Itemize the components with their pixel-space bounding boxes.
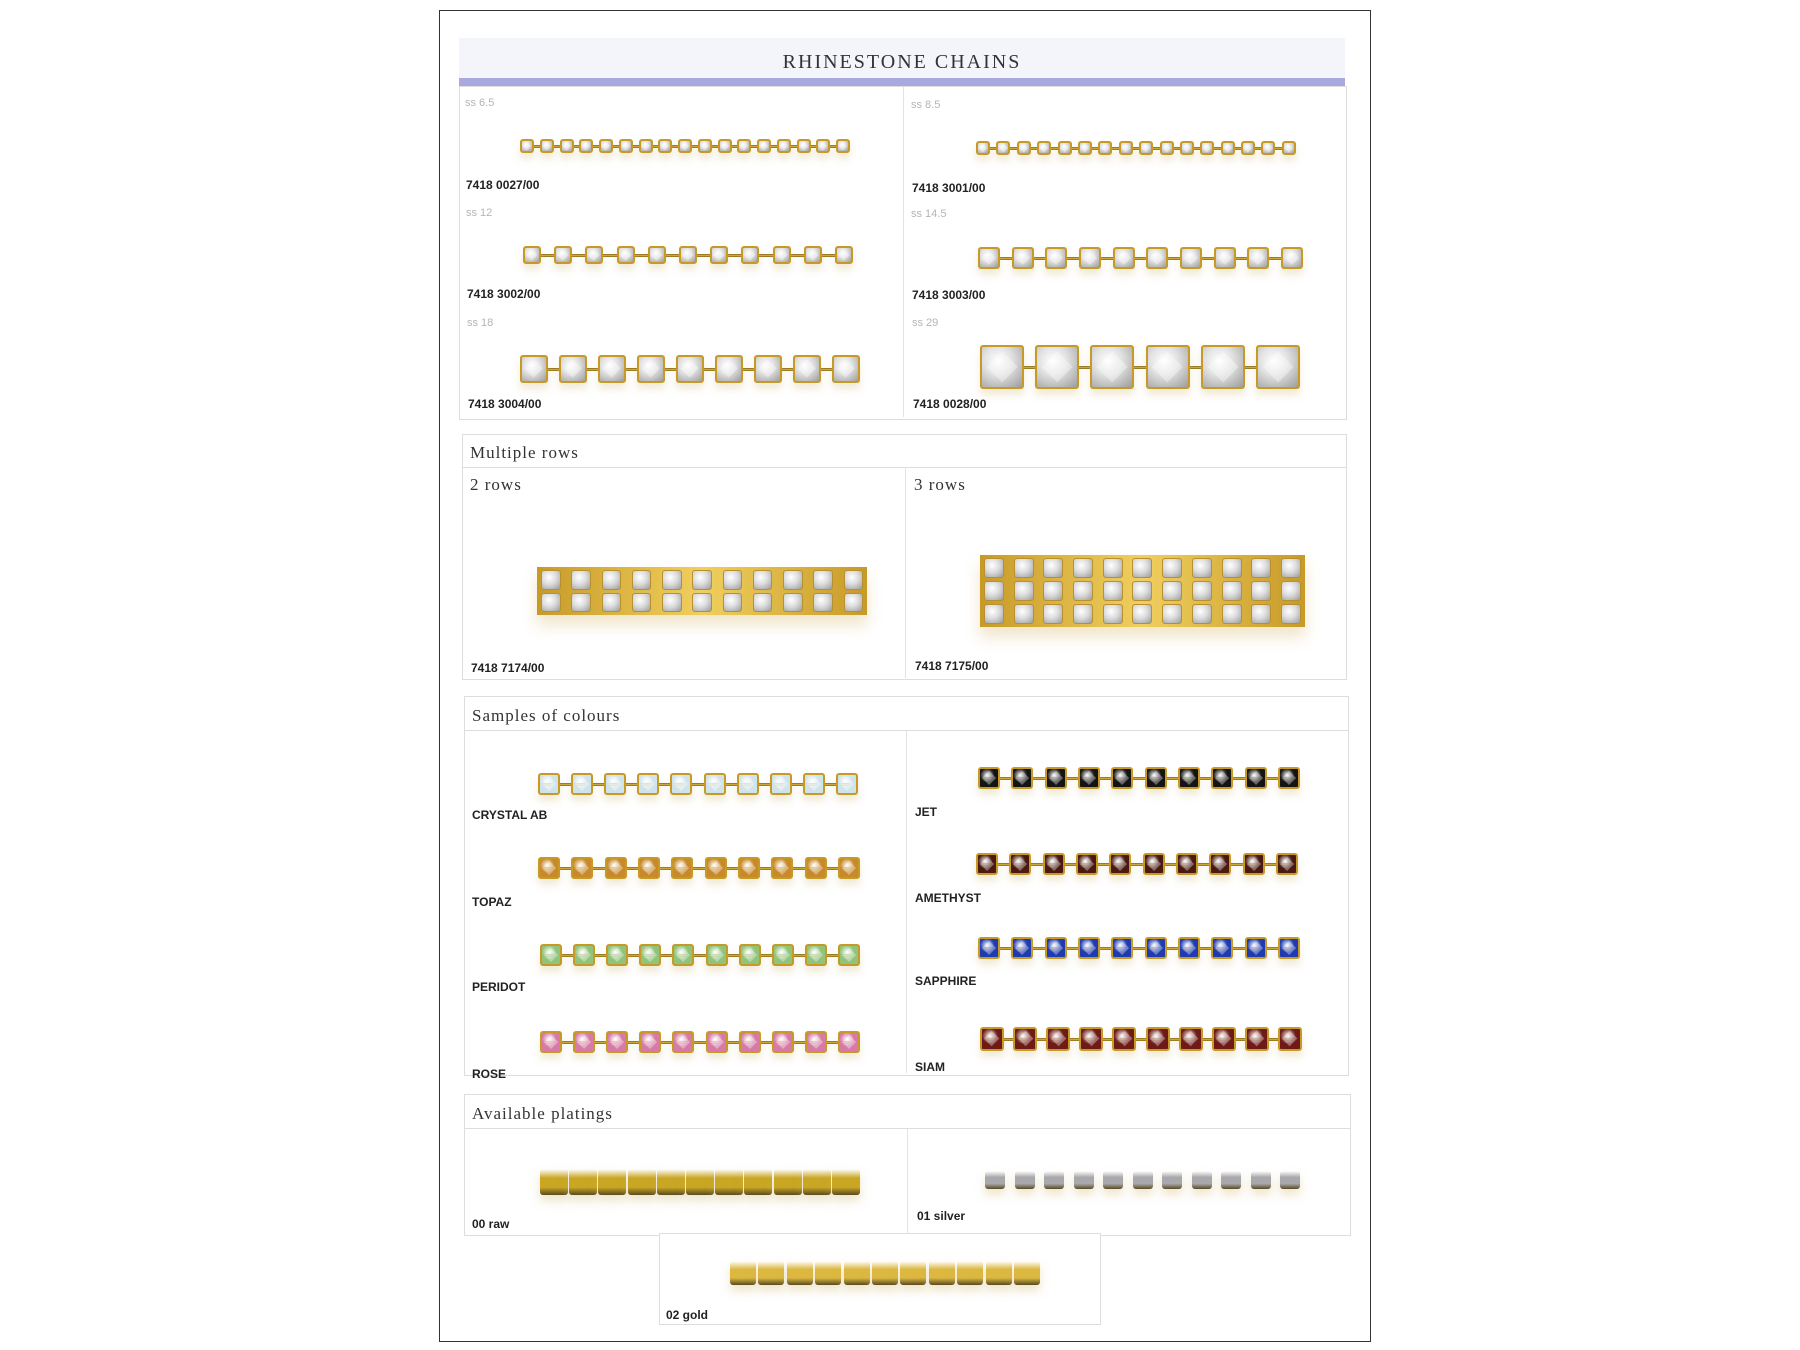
plating-cup bbox=[744, 1169, 772, 1195]
product-code: 7418 3003/00 bbox=[912, 288, 986, 302]
rhinestone bbox=[672, 1031, 694, 1053]
rhinestone bbox=[1146, 247, 1168, 269]
plating-cup bbox=[730, 1261, 756, 1285]
colour-name: AMETHYST bbox=[915, 891, 981, 905]
rhinestone bbox=[1209, 853, 1231, 875]
rhinestone bbox=[754, 355, 782, 383]
three-row-chain bbox=[980, 555, 1305, 627]
rhinestone bbox=[838, 857, 860, 879]
rhinestone bbox=[1078, 937, 1100, 959]
plating-cup bbox=[787, 1261, 813, 1285]
rhinestone bbox=[585, 246, 603, 264]
chain-strand-ss8-5 bbox=[976, 141, 1296, 155]
plating-cup bbox=[832, 1169, 860, 1195]
rhinestone bbox=[606, 1031, 628, 1053]
rhinestone bbox=[1281, 247, 1303, 269]
stone-row bbox=[984, 558, 1301, 578]
rhinestone bbox=[1180, 247, 1202, 269]
rhinestone bbox=[816, 139, 830, 153]
rhinestone bbox=[835, 246, 853, 264]
rhinestone bbox=[554, 246, 572, 264]
rhinestone bbox=[1139, 141, 1153, 155]
rhinestone bbox=[1251, 558, 1271, 578]
colours-divider bbox=[906, 731, 907, 1073]
rhinestone bbox=[1014, 558, 1034, 578]
colour-strand-jet bbox=[978, 767, 1300, 789]
rhinestone bbox=[1179, 1027, 1203, 1051]
rhinestone bbox=[571, 593, 591, 613]
rhinestone bbox=[772, 1031, 794, 1053]
chain-strand-ss14-5 bbox=[978, 247, 1303, 269]
rhinestone bbox=[1261, 141, 1275, 155]
rhinestone bbox=[1098, 141, 1112, 155]
rhinestone bbox=[773, 246, 791, 264]
rhinestone bbox=[805, 1031, 827, 1053]
colour-strand-amethyst bbox=[976, 853, 1298, 875]
stone-row bbox=[541, 593, 863, 613]
title-rule bbox=[459, 78, 1345, 86]
rhinestone bbox=[813, 593, 833, 613]
rhinestone bbox=[772, 944, 794, 966]
rhinestone bbox=[1192, 604, 1212, 624]
plating-cup bbox=[1192, 1171, 1212, 1189]
rhinestone bbox=[1162, 581, 1182, 601]
rhinestone bbox=[1222, 581, 1242, 601]
rhinestone bbox=[783, 593, 803, 613]
rhinestone bbox=[579, 139, 593, 153]
rhinestone bbox=[1009, 853, 1031, 875]
plating-cup bbox=[774, 1169, 802, 1195]
rhinestone bbox=[984, 558, 1004, 578]
rhinestone bbox=[662, 570, 682, 590]
rhinestone bbox=[1176, 853, 1198, 875]
plating-cup bbox=[872, 1261, 898, 1285]
platings-divider bbox=[907, 1129, 908, 1233]
rhinestone bbox=[602, 570, 622, 590]
plating-cup bbox=[1014, 1261, 1040, 1285]
rhinestone bbox=[1178, 937, 1200, 959]
colour-name: SIAM bbox=[915, 1060, 945, 1074]
rhinestone bbox=[836, 773, 858, 795]
rhinestone bbox=[1073, 558, 1093, 578]
rhinestone bbox=[1212, 1027, 1236, 1051]
rhinestone bbox=[540, 944, 562, 966]
rhinestone bbox=[1014, 604, 1034, 624]
rhinestone bbox=[639, 944, 661, 966]
rhinestone bbox=[573, 944, 595, 966]
rhinestone bbox=[1241, 141, 1255, 155]
rhinestone bbox=[836, 139, 850, 153]
plating-cup bbox=[1044, 1171, 1064, 1189]
rhinestone bbox=[1281, 604, 1301, 624]
rhinestone bbox=[632, 570, 652, 590]
rhinestone bbox=[1111, 937, 1133, 959]
chain-strand-ss18 bbox=[520, 355, 860, 383]
rhinestone bbox=[1035, 345, 1079, 389]
three-rows-label: 3 rows bbox=[914, 475, 966, 494]
rhinestone bbox=[770, 773, 792, 795]
rhinestone bbox=[571, 570, 591, 590]
silver-plating-strand bbox=[985, 1171, 1300, 1189]
rhinestone bbox=[737, 773, 759, 795]
rhinestone bbox=[1211, 937, 1233, 959]
rhinestone bbox=[520, 139, 534, 153]
plating-cup bbox=[715, 1169, 743, 1195]
rhinestone bbox=[698, 139, 712, 153]
rhinestone bbox=[1145, 767, 1167, 789]
colour-name: SAPPHIRE bbox=[915, 974, 977, 988]
rhinestone bbox=[741, 246, 759, 264]
colour-name: CRYSTAL AB bbox=[472, 808, 548, 822]
product-code: 7418 7174/00 bbox=[471, 661, 545, 675]
plating-name: 02 gold bbox=[666, 1308, 709, 1322]
rhinestone bbox=[1046, 1027, 1070, 1051]
two-rows-label: 2 rows bbox=[470, 475, 522, 494]
rhinestone bbox=[803, 773, 825, 795]
plating-cup bbox=[758, 1261, 784, 1285]
rhinestone bbox=[678, 139, 692, 153]
rhinestone bbox=[1146, 345, 1190, 389]
plating-cup bbox=[1162, 1171, 1182, 1189]
rhinestone bbox=[540, 139, 554, 153]
plating-name: 00 raw bbox=[472, 1217, 510, 1231]
size-label: ss 6.5 bbox=[465, 97, 495, 109]
rhinestone bbox=[978, 767, 1000, 789]
rhinestone bbox=[1243, 853, 1265, 875]
rhinestone bbox=[676, 355, 704, 383]
rhinestone bbox=[599, 139, 613, 153]
rhinestone bbox=[1132, 558, 1152, 578]
rhinestone bbox=[996, 141, 1010, 155]
rhinestone bbox=[1111, 767, 1133, 789]
rhinestone bbox=[978, 247, 1000, 269]
rhinestone bbox=[1145, 937, 1167, 959]
rhinestone bbox=[1162, 558, 1182, 578]
rhinestone bbox=[639, 139, 653, 153]
rhinestone bbox=[1251, 581, 1271, 601]
rhinestone bbox=[1119, 141, 1133, 155]
plating-cup bbox=[900, 1261, 926, 1285]
rhinestone bbox=[753, 593, 773, 613]
rhinestone bbox=[704, 773, 726, 795]
rhinestone bbox=[1160, 141, 1174, 155]
rhinestone bbox=[1146, 1027, 1170, 1051]
size-label: ss 12 bbox=[466, 207, 493, 219]
plating-cup bbox=[686, 1169, 714, 1195]
rhinestone bbox=[523, 246, 541, 264]
rhinestone bbox=[1278, 1027, 1302, 1051]
rhinestone bbox=[520, 355, 548, 383]
rhinestone bbox=[1200, 141, 1214, 155]
plating-cup bbox=[1280, 1171, 1300, 1189]
rhinestone bbox=[1073, 604, 1093, 624]
rhinestone bbox=[538, 857, 560, 879]
rhinestone bbox=[1078, 767, 1100, 789]
rhinestone bbox=[1113, 247, 1135, 269]
rhinestone bbox=[658, 139, 672, 153]
rhinestone bbox=[602, 593, 622, 613]
plating-cup bbox=[1074, 1171, 1094, 1189]
stone-row bbox=[541, 570, 863, 590]
two-row-chain bbox=[537, 567, 867, 615]
catalog-sheet bbox=[439, 10, 1371, 1342]
rhinestone bbox=[1180, 141, 1194, 155]
rhinestone bbox=[648, 246, 666, 264]
rhinestone bbox=[560, 139, 574, 153]
rhinestone bbox=[679, 246, 697, 264]
chain-strand-ss6-5 bbox=[520, 139, 850, 153]
rhinestone bbox=[571, 857, 593, 879]
rhinestone bbox=[1256, 345, 1300, 389]
rhinestone bbox=[1251, 604, 1271, 624]
rhinestone bbox=[1245, 767, 1267, 789]
stone-row bbox=[984, 581, 1301, 601]
rhinestone bbox=[1103, 604, 1123, 624]
plating-cup bbox=[1133, 1171, 1153, 1189]
rhinestone bbox=[1011, 937, 1033, 959]
rhinestone bbox=[739, 944, 761, 966]
rhinestone bbox=[1143, 853, 1165, 875]
rhinestone bbox=[639, 1031, 661, 1053]
rhinestone bbox=[980, 345, 1024, 389]
gold-plating-strand bbox=[730, 1261, 1040, 1285]
rhinestone bbox=[1281, 558, 1301, 578]
rhinestone bbox=[1221, 141, 1235, 155]
colour-name: ROSE bbox=[472, 1067, 507, 1081]
rhinestone bbox=[670, 773, 692, 795]
rhinestone bbox=[976, 853, 998, 875]
rhinestone bbox=[638, 857, 660, 879]
rhinestone bbox=[671, 857, 693, 879]
size-label: ss 8.5 bbox=[911, 99, 941, 111]
plating-cup bbox=[986, 1261, 1012, 1285]
rhinestone bbox=[715, 355, 743, 383]
raw-plating-strand bbox=[540, 1169, 860, 1195]
rhinestone bbox=[1043, 853, 1065, 875]
rhinestone bbox=[541, 593, 561, 613]
stone-row bbox=[984, 604, 1301, 624]
rhinestone bbox=[771, 857, 793, 879]
colour-strand-topaz bbox=[538, 857, 860, 879]
rhinestone bbox=[538, 773, 560, 795]
colour-strand-crystal-ab bbox=[538, 773, 858, 795]
rhinestone bbox=[723, 593, 743, 613]
product-code: 7418 3001/00 bbox=[912, 181, 986, 195]
rhinestone bbox=[738, 857, 760, 879]
rhinestone bbox=[783, 570, 803, 590]
product-code: 7418 7175/00 bbox=[915, 659, 989, 673]
rhinestone bbox=[1073, 581, 1093, 601]
size-label: ss 18 bbox=[467, 317, 494, 329]
rhinestone bbox=[1090, 345, 1134, 389]
rhinestone bbox=[793, 355, 821, 383]
rhinestone bbox=[797, 139, 811, 153]
rhinestone bbox=[1112, 1027, 1136, 1051]
colour-name: JET bbox=[915, 805, 938, 819]
rhinestone bbox=[1201, 345, 1245, 389]
rhinestone bbox=[1078, 141, 1092, 155]
plating-cup bbox=[957, 1261, 983, 1285]
rhinestone bbox=[1045, 937, 1067, 959]
rhinestone bbox=[976, 141, 990, 155]
rhinestone bbox=[805, 944, 827, 966]
rhinestone bbox=[1037, 141, 1051, 155]
platings-heading: Available platings bbox=[472, 1104, 613, 1123]
plating-cup bbox=[803, 1169, 831, 1195]
multiple-rows-heading: Multiple rows bbox=[470, 443, 579, 462]
rhinestone bbox=[1222, 558, 1242, 578]
size-label: ss 14.5 bbox=[911, 208, 947, 220]
rhinestone bbox=[1278, 937, 1300, 959]
colour-strand-siam bbox=[980, 1027, 1302, 1051]
rhinestone bbox=[559, 355, 587, 383]
rhinestone bbox=[1076, 853, 1098, 875]
product-code: 7418 0027/00 bbox=[466, 178, 540, 192]
rhinestone bbox=[573, 1031, 595, 1053]
rhinestone bbox=[540, 1031, 562, 1053]
plating-cup bbox=[657, 1169, 685, 1195]
rhinestone bbox=[1214, 247, 1236, 269]
rhinestone bbox=[1043, 581, 1063, 601]
product-code: 7418 0028/00 bbox=[913, 397, 987, 411]
chain-strand-ss12 bbox=[523, 246, 853, 264]
colour-name: TOPAZ bbox=[472, 895, 512, 909]
plating-name: 01 silver bbox=[917, 1209, 966, 1223]
size-label: ss 29 bbox=[912, 317, 939, 329]
rhinestone bbox=[723, 570, 743, 590]
rhinestone bbox=[777, 139, 791, 153]
product-code: 7418 3002/00 bbox=[467, 287, 541, 301]
rhinestone bbox=[1211, 767, 1233, 789]
rhinestone bbox=[838, 1031, 860, 1053]
rhinestone bbox=[1192, 558, 1212, 578]
rhinestone bbox=[605, 857, 627, 879]
rhinestone bbox=[710, 246, 728, 264]
multiple-rows-divider bbox=[905, 468, 906, 678]
rhinestone bbox=[706, 944, 728, 966]
rhinestone bbox=[984, 604, 1004, 624]
rhinestone bbox=[632, 593, 652, 613]
rhinestone bbox=[1045, 767, 1067, 789]
plating-cup bbox=[1251, 1171, 1271, 1189]
rhinestone bbox=[978, 937, 1000, 959]
rhinestone bbox=[606, 944, 628, 966]
colour-strand-peridot bbox=[540, 944, 860, 966]
rhinestone bbox=[844, 570, 864, 590]
rhinestone bbox=[662, 593, 682, 613]
rhinestone bbox=[617, 246, 635, 264]
rhinestone bbox=[737, 139, 751, 153]
rhinestone bbox=[1011, 767, 1033, 789]
colour-strand-rose bbox=[540, 1031, 860, 1053]
rhinestone bbox=[718, 139, 732, 153]
colours-panel bbox=[464, 696, 1349, 1076]
rhinestone bbox=[753, 570, 773, 590]
plating-cup bbox=[1015, 1171, 1035, 1189]
rhinestone bbox=[604, 773, 626, 795]
rhinestone bbox=[1278, 767, 1300, 789]
rhinestone bbox=[637, 773, 659, 795]
rhinestone bbox=[637, 355, 665, 383]
rhinestone bbox=[844, 593, 864, 613]
rhinestone bbox=[1282, 141, 1296, 155]
rhinestone bbox=[757, 139, 771, 153]
rhinestone bbox=[705, 857, 727, 879]
rhinestone bbox=[1192, 581, 1212, 601]
rhinestone bbox=[1079, 1027, 1103, 1051]
plating-cup bbox=[815, 1261, 841, 1285]
rhinestone bbox=[980, 1027, 1004, 1051]
rhinestone bbox=[1045, 247, 1067, 269]
rhinestone bbox=[813, 570, 833, 590]
colour-strand-sapphire bbox=[978, 937, 1300, 959]
plating-cup bbox=[985, 1171, 1005, 1189]
rhinestone bbox=[1103, 581, 1123, 601]
plating-cup bbox=[1221, 1171, 1241, 1189]
rhinestone bbox=[672, 944, 694, 966]
plating-cup bbox=[929, 1261, 955, 1285]
rhinestone bbox=[832, 355, 860, 383]
rhinestone bbox=[1109, 853, 1131, 875]
sizes-divider bbox=[903, 87, 904, 417]
rhinestone bbox=[571, 773, 593, 795]
colours-heading: Samples of colours bbox=[472, 706, 621, 725]
rhinestone bbox=[1247, 247, 1269, 269]
rhinestone bbox=[1058, 141, 1072, 155]
rhinestone bbox=[1014, 581, 1034, 601]
chain-strand-ss29 bbox=[980, 345, 1300, 389]
rhinestone bbox=[1276, 853, 1298, 875]
rhinestone bbox=[838, 944, 860, 966]
rhinestone bbox=[598, 355, 626, 383]
rhinestone bbox=[804, 246, 822, 264]
rhinestone bbox=[984, 581, 1004, 601]
page-title: RHINESTONE CHAINS bbox=[782, 51, 1022, 73]
rhinestone bbox=[1222, 604, 1242, 624]
plating-cup bbox=[1103, 1171, 1123, 1189]
rhinestone bbox=[739, 1031, 761, 1053]
rhinestone bbox=[619, 139, 633, 153]
rhinestone bbox=[1103, 558, 1123, 578]
rhinestone bbox=[1043, 558, 1063, 578]
rhinestone bbox=[1245, 937, 1267, 959]
plating-cup bbox=[844, 1261, 870, 1285]
rhinestone bbox=[1132, 604, 1152, 624]
rhinestone bbox=[1132, 581, 1152, 601]
plating-cup bbox=[540, 1169, 568, 1195]
plating-cup bbox=[598, 1169, 626, 1195]
plating-cup bbox=[569, 1169, 597, 1195]
rhinestone bbox=[706, 1031, 728, 1053]
rhinestone bbox=[692, 570, 712, 590]
rhinestone bbox=[1012, 247, 1034, 269]
rhinestone bbox=[805, 857, 827, 879]
rhinestone bbox=[1017, 141, 1031, 155]
plating-cup bbox=[628, 1169, 656, 1195]
colour-name: PERIDOT bbox=[472, 980, 526, 994]
rhinestone bbox=[1079, 247, 1101, 269]
product-code: 7418 3004/00 bbox=[468, 397, 542, 411]
rhinestone bbox=[541, 570, 561, 590]
rhinestone bbox=[1043, 604, 1063, 624]
rhinestone bbox=[692, 593, 712, 613]
rhinestone bbox=[1013, 1027, 1037, 1051]
rhinestone bbox=[1281, 581, 1301, 601]
rhinestone bbox=[1245, 1027, 1269, 1051]
rhinestone bbox=[1178, 767, 1200, 789]
rhinestone bbox=[1162, 604, 1182, 624]
